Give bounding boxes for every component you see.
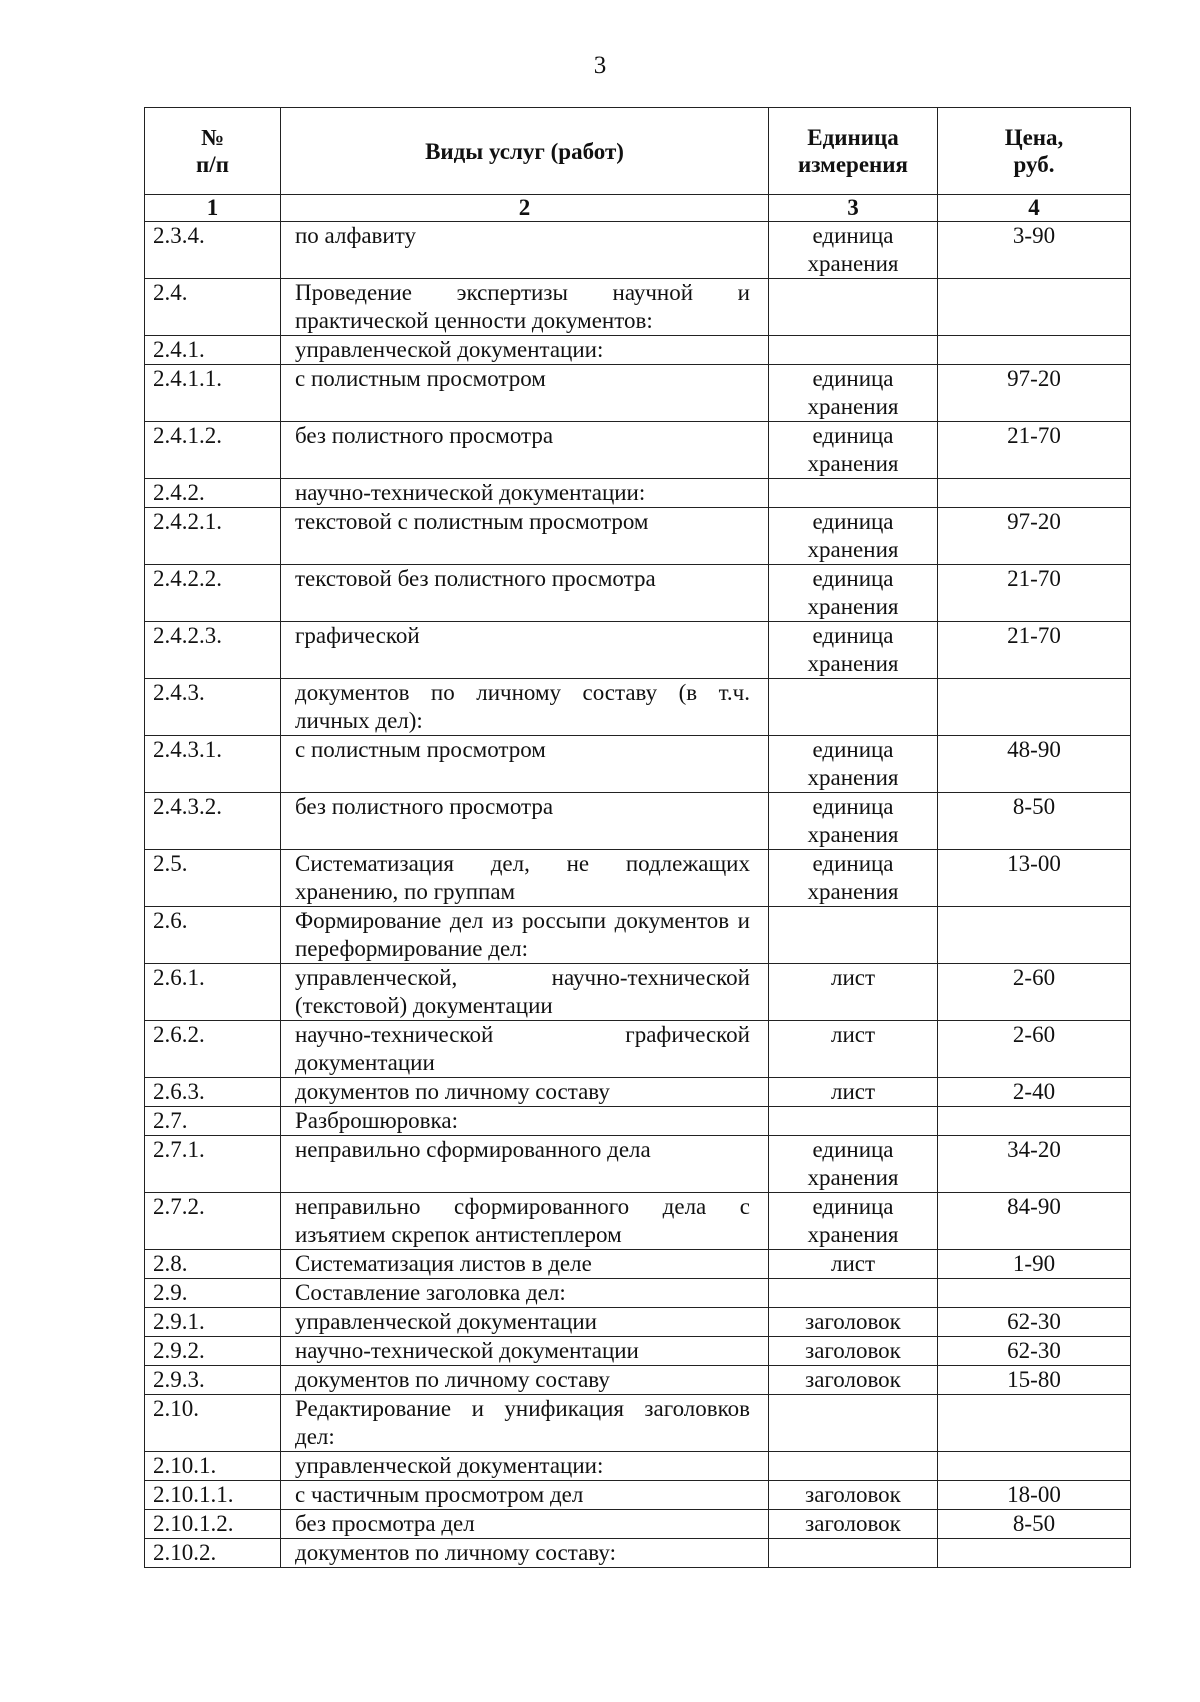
row-unit-cell: заголовок xyxy=(769,1481,938,1510)
table-body xyxy=(145,222,1131,1568)
row-number-cell: 2.7.2. xyxy=(145,1193,281,1250)
row-unit-cell xyxy=(769,479,938,508)
row-description-cell: текстовой с полистным просмотром xyxy=(281,508,769,565)
row-price-cell: 62-30 xyxy=(938,1337,1131,1366)
row-number-cell: 2.6.3. xyxy=(145,1078,281,1107)
table-row xyxy=(145,222,1131,279)
table-row xyxy=(145,479,1131,508)
row-price-cell: 8-50 xyxy=(938,793,1131,850)
row-number-cell: 2.4.2. xyxy=(145,479,281,508)
row-number-cell: 2.4.3. xyxy=(145,679,281,736)
row-description-cell: управленческой документации: xyxy=(281,336,769,365)
table-row xyxy=(145,336,1131,365)
table-row xyxy=(145,1539,1131,1568)
row-number-cell: 2.4. xyxy=(145,279,281,336)
row-unit-cell xyxy=(769,1279,938,1308)
row-unit-cell: лист xyxy=(769,964,938,1021)
row-description-cell: Проведение экспертизы научной и практической ценности документов: xyxy=(281,279,769,336)
row-unit-cell: единица хранения xyxy=(769,365,938,422)
header-price xyxy=(938,108,1131,195)
row-unit-cell: заголовок xyxy=(769,1337,938,1366)
row-price-cell xyxy=(938,279,1131,336)
row-price-cell: 1-90 xyxy=(938,1250,1131,1279)
row-description-cell: управленческой документации xyxy=(281,1308,769,1337)
row-unit-cell xyxy=(769,679,938,736)
row-unit-cell xyxy=(769,279,938,336)
table-row xyxy=(145,1308,1131,1337)
row-number-cell: 2.10.1. xyxy=(145,1452,281,1481)
row-price-cell xyxy=(938,479,1131,508)
row-price-cell: 97-20 xyxy=(938,508,1131,565)
row-unit-cell xyxy=(769,1395,938,1452)
row-description-cell: без полистного просмотра xyxy=(281,793,769,850)
row-description-cell: с частичным просмотром дел xyxy=(281,1481,769,1510)
row-number-cell: 2.6.1. xyxy=(145,964,281,1021)
row-number-cell: 2.8. xyxy=(145,1250,281,1279)
row-number-cell: 2.10.1.2. xyxy=(145,1510,281,1539)
row-unit-cell: единица хранения xyxy=(769,422,938,479)
row-number-cell: 2.4.3.1. xyxy=(145,736,281,793)
column-number-4: 4 xyxy=(938,195,1131,222)
row-number-cell: 2.3.4. xyxy=(145,222,281,279)
row-unit-cell: единица хранения xyxy=(769,793,938,850)
table-row xyxy=(145,1395,1131,1452)
row-unit-cell xyxy=(769,1107,938,1136)
row-description-cell: научно-технической документации xyxy=(281,1337,769,1366)
row-price-cell: 8-50 xyxy=(938,1510,1131,1539)
row-number-cell: 2.9.1. xyxy=(145,1308,281,1337)
row-unit-cell: единица хранения xyxy=(769,1136,938,1193)
header-unit-line2: измерения xyxy=(798,152,908,177)
price-table xyxy=(144,107,1131,1568)
row-description-cell: Формирование дел из россыпи документов и переформирование дел: xyxy=(281,907,769,964)
row-number-cell: 2.10.2. xyxy=(145,1539,281,1568)
row-price-cell: 3-90 xyxy=(938,222,1131,279)
table-row xyxy=(145,1021,1131,1078)
row-number-cell: 2.4.1.1. xyxy=(145,365,281,422)
row-number-cell: 2.4.2.1. xyxy=(145,508,281,565)
row-price-cell: 34-20 xyxy=(938,1136,1131,1193)
table-row xyxy=(145,622,1131,679)
table-row xyxy=(145,793,1131,850)
row-description-cell: документов по личному составу xyxy=(281,1366,769,1395)
row-unit-cell: заголовок xyxy=(769,1308,938,1337)
table-row xyxy=(145,1107,1131,1136)
table-row xyxy=(145,565,1131,622)
table-row xyxy=(145,279,1131,336)
row-description-cell: научно-технической графической документации xyxy=(281,1021,769,1078)
row-number-cell: 2.4.1. xyxy=(145,336,281,365)
header-num xyxy=(145,108,281,195)
table-header-row xyxy=(145,108,1131,195)
row-number-cell: 2.10. xyxy=(145,1395,281,1452)
row-price-cell xyxy=(938,907,1131,964)
row-price-cell: 21-70 xyxy=(938,422,1131,479)
row-unit-cell: единица хранения xyxy=(769,222,938,279)
row-price-cell: 18-00 xyxy=(938,1481,1131,1510)
row-description-cell: управленческой документации: xyxy=(281,1452,769,1481)
row-description-cell: документов по личному составу: xyxy=(281,1539,769,1568)
row-price-cell: 62-30 xyxy=(938,1308,1131,1337)
row-description-cell: неправильно сформированного дела с изъятием скрепок антистеплером xyxy=(281,1193,769,1250)
row-unit-cell: единица хранения xyxy=(769,508,938,565)
row-price-cell: 48-90 xyxy=(938,736,1131,793)
row-price-cell: 13-00 xyxy=(938,850,1131,907)
header-price-line1: Цена, xyxy=(1004,125,1064,150)
row-description-cell: документов по личному составу (в т.ч. личных дел): xyxy=(281,679,769,736)
row-price-cell xyxy=(938,1107,1131,1136)
row-price-cell: 2-60 xyxy=(938,1021,1131,1078)
header-num-line1: № xyxy=(200,125,225,150)
table-row xyxy=(145,1250,1131,1279)
row-price-cell: 2-40 xyxy=(938,1078,1131,1107)
row-description-cell: графической xyxy=(281,622,769,679)
table-row xyxy=(145,1136,1131,1193)
table-row xyxy=(145,422,1131,479)
row-number-cell: 2.7. xyxy=(145,1107,281,1136)
row-price-cell: 84-90 xyxy=(938,1193,1131,1250)
row-unit-cell: лист xyxy=(769,1250,938,1279)
row-number-cell: 2.4.3.2. xyxy=(145,793,281,850)
table-row xyxy=(145,1366,1131,1395)
row-unit-cell xyxy=(769,1452,938,1481)
row-number-cell: 2.4.2.2. xyxy=(145,565,281,622)
row-price-cell xyxy=(938,679,1131,736)
page-number: 3 xyxy=(593,52,607,79)
row-unit-cell: единица хранения xyxy=(769,736,938,793)
column-numbers-row xyxy=(145,195,1131,222)
row-unit-cell: единица хранения xyxy=(769,850,938,907)
table-row xyxy=(145,1452,1131,1481)
row-number-cell: 2.6.2. xyxy=(145,1021,281,1078)
row-unit-cell xyxy=(769,907,938,964)
row-price-cell: 97-20 xyxy=(938,365,1131,422)
row-unit-cell: лист xyxy=(769,1021,938,1078)
row-description-cell: Редактирование и унификация заголовков дел: xyxy=(281,1395,769,1452)
row-description-cell: без просмотра дел xyxy=(281,1510,769,1539)
row-number-cell: 2.10.1.1. xyxy=(145,1481,281,1510)
header-service: Виды услуг (работ) xyxy=(281,108,769,195)
row-number-cell: 2.7.1. xyxy=(145,1136,281,1193)
row-description-cell: Систематизация листов в деле xyxy=(281,1250,769,1279)
row-price-cell: 21-70 xyxy=(938,565,1131,622)
header-unit xyxy=(769,108,938,195)
row-description-cell: управленческой, научно-технической (текстовой) документации xyxy=(281,964,769,1021)
row-description-cell: без полистного просмотра xyxy=(281,422,769,479)
row-number-cell: 2.6. xyxy=(145,907,281,964)
row-unit-cell xyxy=(769,1539,938,1568)
row-price-cell: 15-80 xyxy=(938,1366,1131,1395)
row-description-cell: Разброшюровка: xyxy=(281,1107,769,1136)
row-number-cell: 2.5. xyxy=(145,850,281,907)
row-number-cell: 2.4.1.2. xyxy=(145,422,281,479)
table-row xyxy=(145,907,1131,964)
table-row xyxy=(145,365,1131,422)
row-description-cell: с полистным просмотром xyxy=(281,736,769,793)
row-price-cell xyxy=(938,1279,1131,1308)
table-row xyxy=(145,1510,1131,1539)
row-number-cell: 2.9.2. xyxy=(145,1337,281,1366)
row-description-cell: с полистным просмотром xyxy=(281,365,769,422)
row-unit-cell xyxy=(769,336,938,365)
row-number-cell: 2.9. xyxy=(145,1279,281,1308)
row-unit-cell: лист xyxy=(769,1078,938,1107)
table-row xyxy=(145,736,1131,793)
header-unit-line1: Единица xyxy=(807,125,899,150)
row-price-cell: 21-70 xyxy=(938,622,1131,679)
row-description-cell: документов по личному составу xyxy=(281,1078,769,1107)
header-price-line2: руб. xyxy=(1013,152,1055,177)
column-number-3: 3 xyxy=(769,195,938,222)
row-description-cell: текстовой без полистного просмотра xyxy=(281,565,769,622)
row-price-cell: 2-60 xyxy=(938,964,1131,1021)
header-num-line2: п/п xyxy=(196,152,229,177)
table-row xyxy=(145,1193,1131,1250)
table-row xyxy=(145,850,1131,907)
row-price-cell xyxy=(938,336,1131,365)
row-unit-cell: заголовок xyxy=(769,1510,938,1539)
table-row xyxy=(145,1337,1131,1366)
table-row xyxy=(145,1481,1131,1510)
row-price-cell xyxy=(938,1452,1131,1481)
row-description-cell: Составление заголовка дел: xyxy=(281,1279,769,1308)
row-price-cell xyxy=(938,1395,1131,1452)
row-unit-cell: единица хранения xyxy=(769,565,938,622)
row-unit-cell: заголовок xyxy=(769,1366,938,1395)
table-row xyxy=(145,679,1131,736)
row-description-cell: неправильно сформированного дела xyxy=(281,1136,769,1193)
table-row xyxy=(145,508,1131,565)
row-number-cell: 2.4.2.3. xyxy=(145,622,281,679)
row-unit-cell: единица хранения xyxy=(769,622,938,679)
row-description-cell: научно-технической документации: xyxy=(281,479,769,508)
table-row xyxy=(145,1078,1131,1107)
row-unit-cell: единица хранения xyxy=(769,1193,938,1250)
row-price-cell xyxy=(938,1539,1131,1568)
column-number-1: 1 xyxy=(145,195,281,222)
row-description-cell: Систематизация дел, не подлежащих хранению, по группам xyxy=(281,850,769,907)
row-number-cell: 2.9.3. xyxy=(145,1366,281,1395)
table-row xyxy=(145,964,1131,1021)
row-description-cell: по алфавиту xyxy=(281,222,769,279)
column-number-2: 2 xyxy=(281,195,769,222)
table-row xyxy=(145,1279,1131,1308)
